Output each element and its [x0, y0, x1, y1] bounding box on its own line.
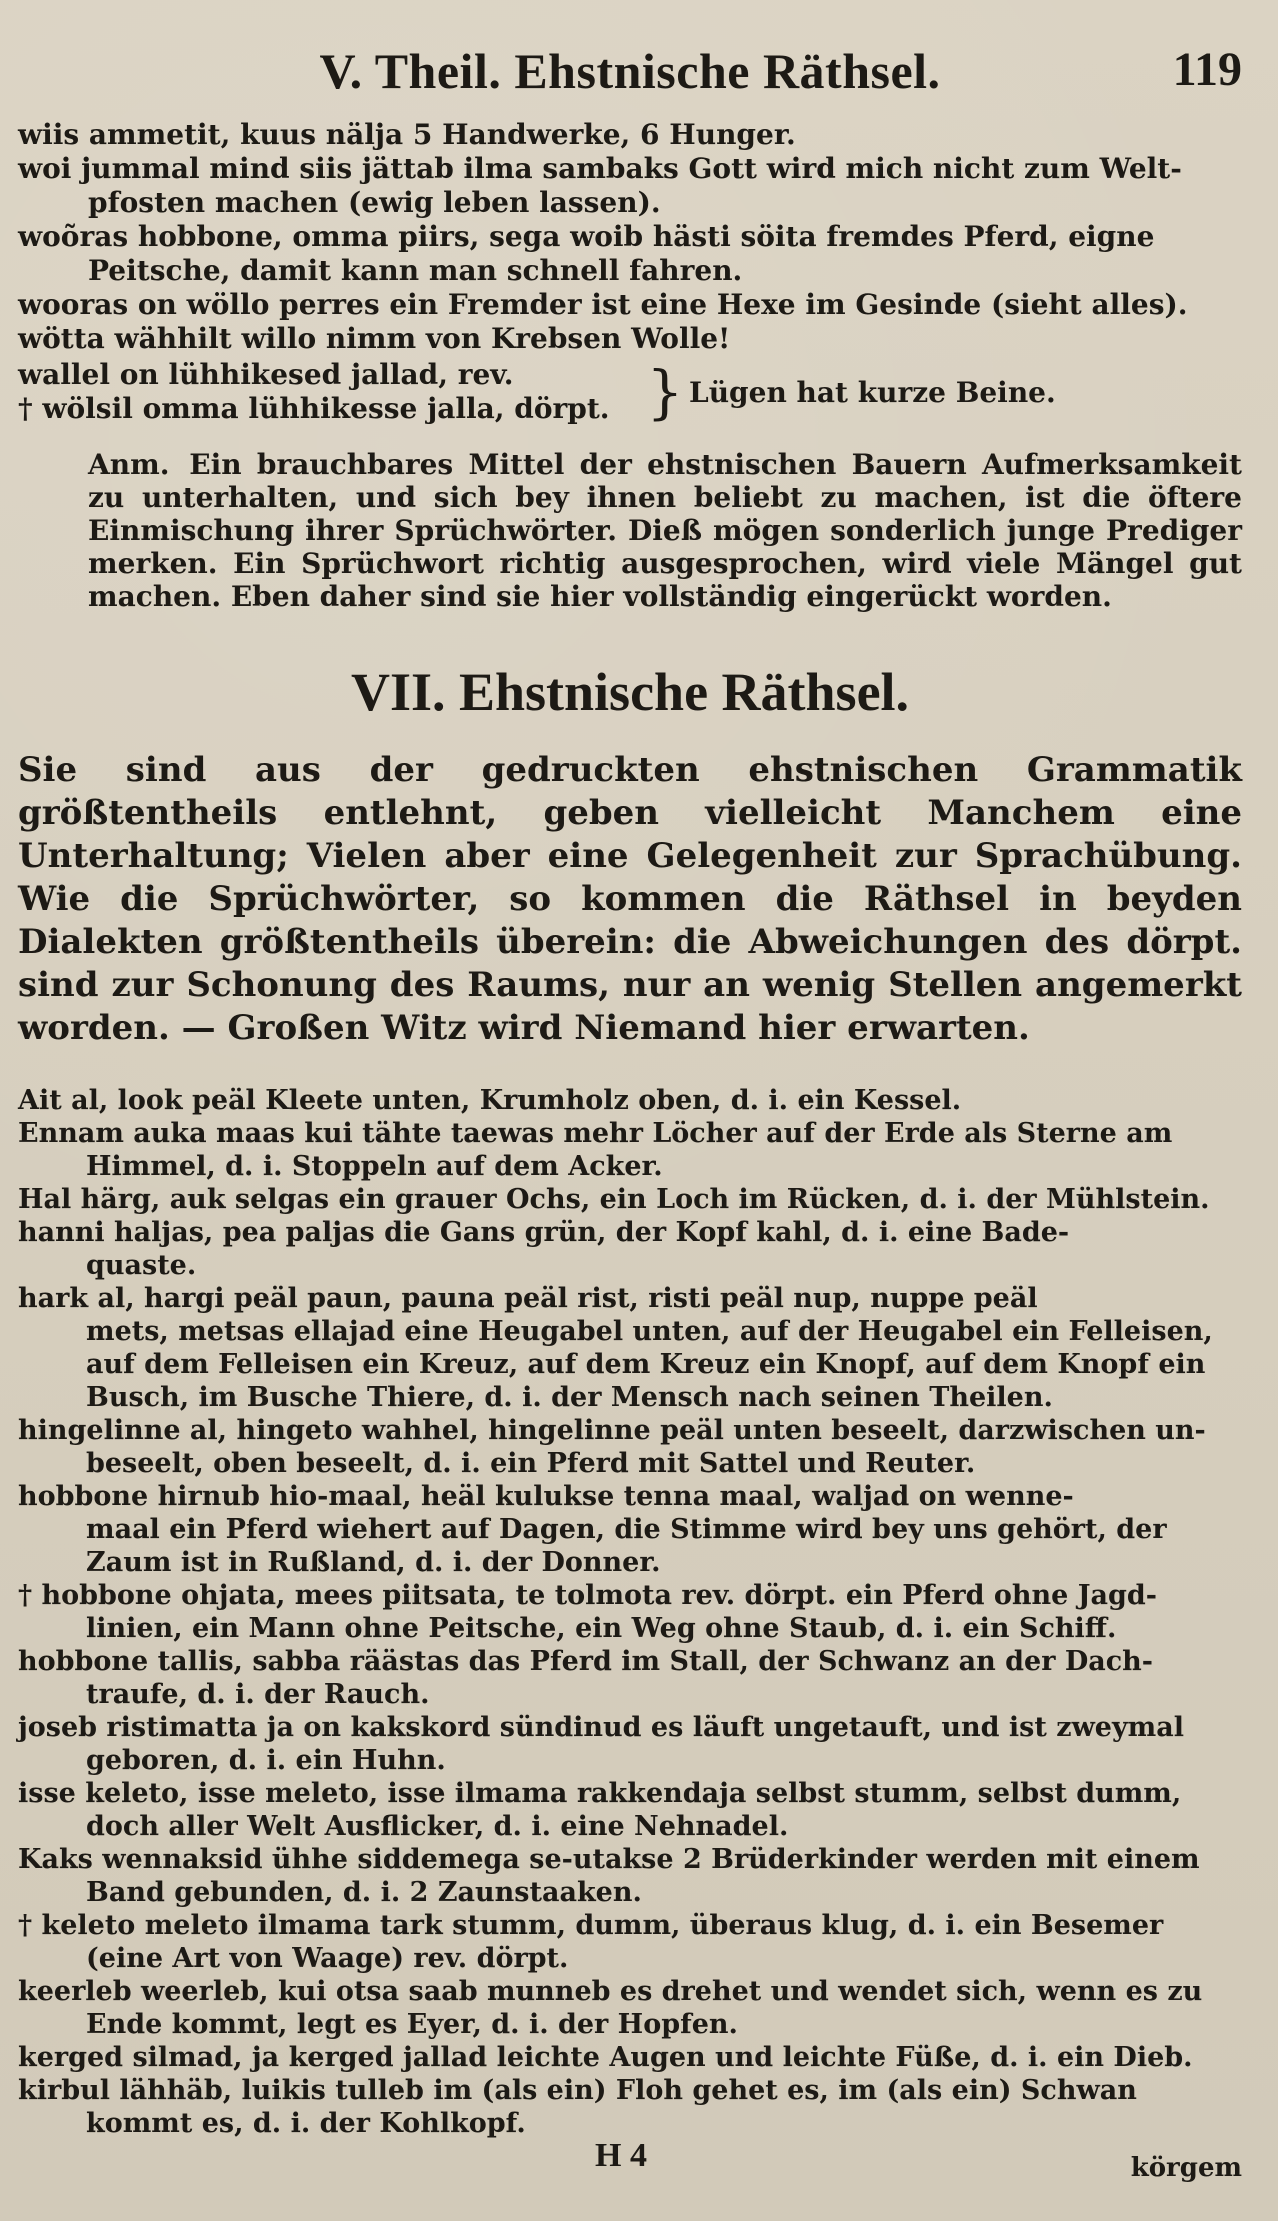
riddle-entry — [18, 1711, 1242, 1777]
riddle-line: kirbul lähhäb, luikis tulleb im (als ein) Floh gehet es, im (als ein) Schwan — [18, 2075, 1137, 2106]
proverbs-block — [18, 118, 1242, 426]
proverb-entry — [18, 322, 1242, 356]
riddle-line: kerged silmad, ja kerged jallad leichte Augen und leichte Füße, d. i. ein Dieb. — [18, 2042, 1193, 2073]
riddle-line: Ende kommt, legt es Eyer, d. i. der Hopfen. — [86, 2009, 738, 2040]
brace-translation: Lügen hat kurze Beine. — [689, 375, 1056, 409]
riddle-line: † hobbone ohjata, mees piitsata, te tolmota rev. dörpt. ein Pferd ohne Jagd- — [18, 1580, 1157, 1611]
signature-mark: H 4 — [595, 2137, 647, 2174]
proverb-line: woõras hobbone, omma piirs, sega woib hästi söita fremdes Pferd, eigne — [18, 220, 1155, 253]
riddle-entry — [18, 1117, 1242, 1183]
annotation-paragraph — [18, 448, 1242, 613]
riddle-line: kommt es, d. i. der Kohlkopf. — [86, 2108, 526, 2139]
proverb-entry — [18, 118, 1242, 152]
riddle-entry — [18, 1579, 1242, 1645]
riddle-line: Ennam auka maas kui tähte taewas mehr Löcher auf der Erde als Sterne am — [18, 1118, 1173, 1149]
proverb-line: † wölsil omma lühhikesse jalla, dörpt. — [18, 392, 610, 425]
riddle-line: Kaks wennaksid ühhe siddemega se-utakse 2 Brüderkinder werden mit einem — [18, 1844, 1200, 1875]
riddle-entry — [18, 1843, 1242, 1909]
riddle-line: Zaum ist in Rußland, d. i. der Donner. — [86, 1547, 661, 1578]
brace-symbol: } — [646, 358, 684, 426]
page-number: 119 — [1172, 43, 1242, 96]
riddle-line: Himmel, d. i. Stoppeln auf dem Acker. — [86, 1151, 663, 1182]
riddle-entry — [18, 1645, 1242, 1711]
riddle-line: Ait al, look peäl Kleete unten, Krumholz oben, d. i. ein Kessel. — [18, 1085, 962, 1116]
riddle-line: maal ein Pferd wiehert auf Dagen, die Stimme wird bey uns gehört, der — [86, 1514, 1167, 1545]
riddle-line: keerleb weerleb, kui otsa saab munneb es drehet und wendet sich, wenn es zu — [18, 1976, 1203, 2007]
brace-left-column — [18, 358, 653, 426]
riddle-line: isse keleto, isse meleto, isse ilmama rakkendaja selbst stumm, selbst dumm, — [18, 1778, 1182, 1809]
riddle-line: Band gebunden, d. i. 2 Zaunstaaken. — [86, 1877, 642, 1908]
annotation-text: Ein brauchbares Mittel der ehstnischen Bauern Aufmerksamkeit zu unterhalten, und sich bey ihnen beliebt zu machen, ist die öftere Einmischung ihrer Sprüchwörter. Dieß mögen sonderlich junge Prediger merken. Ein Sprüchwort richtig ausgesprochen, wird viele Mängel gut machen. Eben daher sind sie hier vollständig eingerückt worden. — [88, 448, 1242, 613]
riddle-entry — [18, 2074, 1242, 2140]
proverb-line: wiis ammetit, kuus nälja 5 Handwerke, 6 Hunger. — [18, 118, 796, 151]
riddle-entry — [18, 1975, 1242, 2041]
proverb-entry — [18, 220, 1242, 288]
riddle-line: mets, metsas ellajad eine Heugabel unten, auf der Heugabel ein Felleisen, — [86, 1316, 1213, 1347]
riddle-line: doch aller Welt Ausflicker, d. i. eine Nehnadel. — [86, 1811, 789, 1842]
riddle-line: (eine Art von Waage) rev. dörpt. — [86, 1943, 569, 1974]
riddle-entry — [18, 1084, 1242, 1117]
riddle-entry — [18, 1414, 1242, 1480]
page-header — [18, 42, 1242, 114]
riddle-line: † keleto meleto ilmama tark stumm, dumm, überaus klug, d. i. ein Besemer — [18, 1910, 1164, 1941]
proverb-line: wooras on wöllo perres ein Fremder ist eine Hexe im Gesinde (sieht alles). — [18, 288, 1188, 321]
riddle-line: joseb ristimatta ja on kakskord sündinud es läuft ungetauft, und ist zweymal — [18, 1712, 1184, 1743]
section-intro: Sie sind aus der gedruckten ehstnischen Grammatik größtentheils entlehnt, geben vielleicht Manchem eine Unterhaltung; Vielen aber eine Gelegenheit zur Sprachübung. Wie die Sprüchwörter, so kommen die Räthsel in beyden Dialekten größtentheils überein: die Abweichungen des dörpt. sind zur Schonung des Raums, nur an wenig Stellen angemerkt worden. — Großen Witz wird Niemand hier erwarten. — [18, 750, 1242, 1048]
riddle-line: auf dem Felleisen ein Kreuz, auf dem Kreuz ein Knopf, auf dem Knopf ein — [86, 1349, 1206, 1380]
riddle-line: hanni haljas, pea paljas die Gans grün, der Kopf kahl, d. i. eine Bade- — [18, 1217, 1070, 1248]
riddle-entry — [18, 1777, 1242, 1843]
riddle-entry — [18, 2041, 1242, 2074]
riddle-line: hobbone hirnub hio-maal, heäl kulukse tenna maal, waljad on wenne- — [18, 1481, 1074, 1512]
riddle-entry — [18, 1909, 1242, 1975]
riddle-line: hingelinne al, hingeto wahhel, hingelinne peäl unten beseelt, darzwischen un- — [18, 1415, 1206, 1446]
riddle-entry — [18, 1480, 1242, 1579]
catchword: körgem — [1130, 2153, 1242, 2183]
riddle-entry — [18, 1183, 1242, 1216]
riddle-line: geboren, d. i. ein Huhn. — [86, 1745, 446, 1776]
proverb-line: Peitsche, damit kann man schnell fahren. — [88, 254, 743, 287]
proverb-line: wallel on lühhikesed jallad, rev. — [18, 358, 514, 391]
riddle-line: hobbone tallis, sabba räästas das Pferd im Stall, der Schwanz an der Dach- — [18, 1646, 1154, 1677]
riddle-line: beseelt, oben beseelt, d. i. ein Pferd mit Sattel und Reuter. — [86, 1448, 976, 1479]
riddle-line: Busch, im Busche Thiere, d. i. der Mensch nach seinen Theilen. — [86, 1382, 1053, 1413]
page-footer — [0, 2137, 1242, 2185]
proverb-line: pfosten machen (ewig leben lassen). — [88, 186, 661, 219]
proverb-entry — [18, 152, 1242, 220]
annotation-label: Anm. — [88, 448, 170, 481]
section-title: VII. Ehstnische Räthsel. — [350, 662, 910, 722]
proverb-line: woi jummal mind siis jättab ilma sambaks Gott wird mich nicht zum Welt- — [18, 152, 1182, 185]
riddle-line: linien, ein Mann ohne Peitsche, ein Weg ohne Staub, d. i. ein Schiff. — [86, 1613, 1117, 1644]
riddle-entry — [18, 1282, 1242, 1414]
page-title: V. Theil. Ehstnische Räthsel. — [319, 43, 941, 99]
riddle-entry — [18, 1216, 1242, 1282]
riddles-list — [18, 1084, 1242, 2140]
riddle-line: Hal härg, auk selgas ein grauer Ochs, ein Loch im Rücken, d. i. der Mühlstein. — [18, 1184, 1210, 1215]
riddle-line: traufe, d. i. der Rauch. — [86, 1679, 430, 1710]
riddle-line: hark al, hargi peäl paun, pauna peäl rist, risti peäl nup, nuppe peäl — [18, 1283, 1038, 1314]
proverb-entry — [18, 288, 1242, 322]
riddle-line: quaste. — [86, 1250, 197, 1281]
proverb-line: wötta wähhilt willo nimm von Krebsen Wolle! — [18, 322, 731, 355]
brace-proverb-group — [18, 358, 1242, 426]
